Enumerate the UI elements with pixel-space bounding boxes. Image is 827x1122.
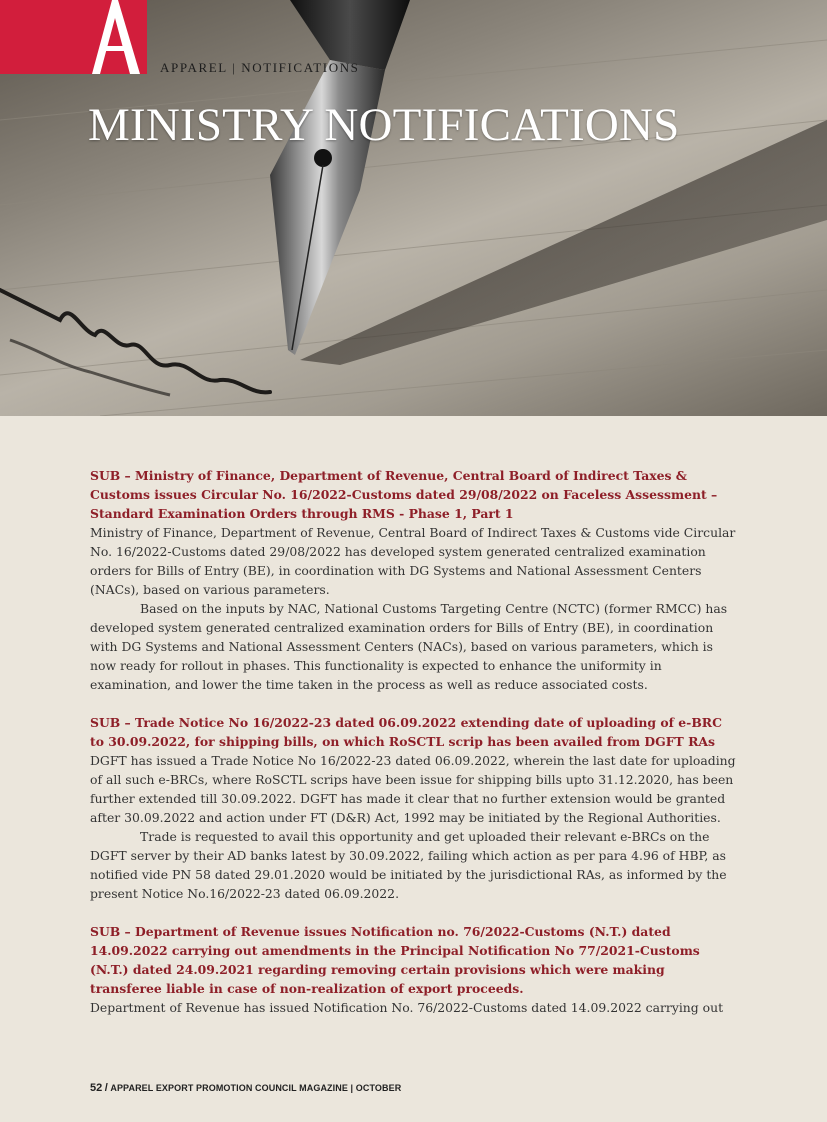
logo-letter-a-icon <box>0 0 147 74</box>
magazine-logo <box>0 0 147 74</box>
page-number: 52 <box>90 1082 103 1094</box>
article-body <box>90 466 740 1036</box>
section-label: APPAREL | NOTIFICATIONS <box>160 60 360 75</box>
notification-heading: SUB – Department of Revenue issues Notification no. 76/2022-Customs (N.T.) dated 14.09.2022 carrying out amendments in the Principal Notification No 77/2021-Customs (N.T.) dated 24.09.2021 regarding removing certain provisions which were making transferee liable in case of non-realization of export proceeds. <box>90 924 700 996</box>
notification-heading: SUB – Ministry of Finance, Department of Revenue, Central Board of Indirect Taxes & Customs issues Circular No. 16/2022-Customs dated 29/08/2022 on Faceless Assessment – Standard Examination Orders through RMS - Phase 1, Part 1 <box>90 468 718 521</box>
paragraph: DGFT has issued a Trade Notice No 16/2022-23 dated 06.09.2022, wherein the last date for uploading of all such e-BRCs, where RoSCTL scrips have been issue for shipping bills upto 31.12.2020, has been further extended till 30.09.2022. DGFT has made it clear that no further extension would be granted after 30.09.2022 and action under FT (D&R) Act, 1992 may be initiated by the Regional Authorities. <box>90 753 736 825</box>
notification-heading: SUB – Trade Notice No 16/2022-23 dated 06.09.2022 extending date of uploading of e-BRC to 30.09.2022, for shipping bills, on which RoSCTL scrip has been availed from DGFT RAs <box>90 715 722 749</box>
footer-separator: / <box>104 1082 108 1094</box>
hero-banner <box>0 0 827 416</box>
paragraph: Trade is requested to avail this opportunity and get uploaded their relevant e-BRCs on the DGFT server by their AD banks latest by 30.09.2022, failing which action as per para 4.96 of HBP, as notified vide PN 58 dated 29.01.2020 would be initiated by the jurisdictional RAs, as informed by the present Notice No.16/2022-23 dated 06.09.2022. <box>90 829 727 901</box>
magazine-name: APPAREL EXPORT PROMOTION COUNCIL MAGAZINE | OCTOBER <box>110 1083 402 1093</box>
paragraph: Ministry of Finance, Department of Revenue, Central Board of Indirect Taxes & Customs vide Circular No. 16/2022-Customs dated 29/08/2022 has developed system generated centralized examination orders for Bills of Entry (BE), in coordination with DG Systems and National Assessment Centers (NACs), based on various parameters. <box>90 525 736 597</box>
notification-item <box>90 466 740 694</box>
paragraph: Department of Revenue has issued Notification No. 76/2022-Customs dated 14.09.2022 carrying out <box>90 1000 724 1015</box>
page-title: MINISTRY NOTIFICATIONS <box>88 99 680 151</box>
page-footer <box>90 1082 401 1094</box>
notification-item <box>90 922 740 1017</box>
paragraph: Based on the inputs by NAC, National Customs Targeting Centre (NCTC) (former RMCC) has developed system generated centralized examination orders for Bills of Entry (BE), in coordination with DG Systems and National Assessment Centers (NACs), based on various parameters, which is now ready for rollout in phases. This functionality is expected to enhance the uniformity in examination, and lower the time taken in the process as well as reduce associated costs. <box>90 601 728 692</box>
notification-item <box>90 713 740 903</box>
